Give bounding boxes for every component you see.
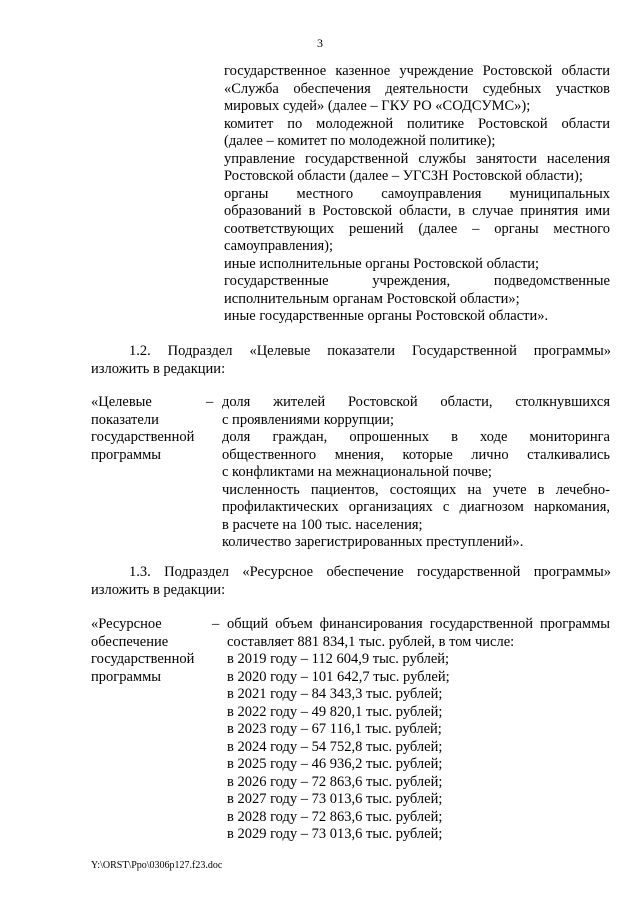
text-line: в 2021 году – 84 343,3 тыс. рублей; (227, 686, 443, 702)
text-line: исполнительным органам Ростовской области»; (224, 290, 520, 307)
text-line: 1.2. Подраздел «Целевые показатели Государственной программы» (129, 343, 611, 359)
resource-provision-content (227, 616, 610, 844)
responsible-bodies-list (224, 63, 610, 326)
text-line: изложить в редакции: (91, 581, 226, 598)
target-indicators-content (222, 394, 610, 552)
text-line: общий объем финансирования государственной программы (227, 616, 610, 632)
section-1-3-paragraph (91, 564, 611, 599)
text-line: в расчете на 100 тыс. населения; (222, 516, 423, 533)
text-line: в 2026 году – 72 863,6 тыс. рублей; (227, 773, 443, 790)
text-line: иные исполнительные органы Ростовской области; (224, 255, 540, 272)
label-line: «Ресурсное (91, 616, 162, 632)
text-line: численность пациентов, состоящих на учете в лечебно- (222, 481, 610, 498)
label-line: программы (91, 446, 161, 463)
text-line: государственное казенное учреждение Ростовской области (224, 63, 610, 79)
label-line: «Целевые (91, 394, 152, 410)
text-line: в 2019 году – 112 604,9 тыс. рублей; (227, 651, 450, 667)
text-line: в 2022 году – 49 820,1 тыс. рублей; (227, 703, 443, 720)
text-line: количество зарегистрированных преступлений». (222, 534, 524, 550)
text-line: государственные учреждения, подведомственные (224, 273, 610, 289)
text-line: соответствующих решений (далее – органы местного (224, 220, 610, 237)
text-line: «Служба обеспечения деятельности судебных участков (224, 80, 610, 97)
text-line: в 2027 году – 73 013,6 тыс. рублей; (227, 791, 443, 807)
file-path-footer: Y:\ORST\Ppo\0306p127.f23.doc (91, 860, 223, 871)
text-line: в 2025 году – 46 936,2 тыс. рублей; (227, 756, 443, 772)
label-line: обеспечение (91, 633, 169, 650)
text-line: в 2023 году – 67 116,1 тыс. рублей; (227, 721, 442, 737)
text-line: изложить в редакции: (91, 360, 226, 377)
target-indicators-dash: – (206, 394, 214, 410)
page-number: 3 (317, 36, 323, 50)
text-line: с конфликтами на межнациональной почве; (222, 464, 492, 480)
text-line: составляет 881 834,1 тыс. рублей, в том числе: (227, 633, 515, 650)
resource-provision-dash: – (212, 616, 220, 632)
text-line: профилактических организациях с диагнозом наркомания, (222, 499, 610, 515)
text-line: мировых судей» (далее – ГКУ РО «СОДСУМС»); (224, 98, 531, 114)
label-line: государственной (91, 651, 195, 667)
text-line: Ростовской области (далее – УГСЗН Ростовской области); (224, 168, 583, 184)
text-line: в 2024 году – 54 752,8 тыс. рублей; (227, 738, 443, 755)
text-line: в 2029 году – 73 013,6 тыс. рублей; (227, 826, 443, 842)
text-line: в 2020 году – 101 642,7 тыс. рублей; (227, 668, 450, 685)
target-indicators-label (91, 394, 211, 464)
text-line: иные государственные органы Ростовской области». (224, 308, 549, 324)
text-line: доля граждан, опрошенных в ходе мониторинга (222, 429, 610, 445)
text-line: самоуправления); (224, 238, 333, 254)
text-line: в 2028 году – 72 863,6 тыс. рублей; (227, 808, 443, 825)
text-line: (далее – комитет по молодежной политике); (224, 133, 496, 149)
text-line: комитет по молодежной политике Ростовской области (224, 115, 610, 132)
label-line: государственной (91, 429, 195, 445)
label-line: показатели (91, 411, 159, 428)
section-1-2-paragraph (91, 343, 611, 378)
label-line: программы (91, 668, 161, 685)
text-line: органы местного самоуправления муниципальных (224, 185, 610, 202)
text-line: образований в Ростовской области, в случае принятия ими (224, 203, 610, 219)
text-line: доля жителей Ростовской области, столкнувшихся (222, 394, 610, 410)
resource-provision-label (91, 616, 221, 686)
text-line: 1.3. Подраздел «Ресурсное обеспечение государственной программы» (129, 564, 611, 580)
text-line: с проявлениями коррупции; (222, 411, 394, 428)
text-line: управление государственной службы занятости населения (224, 150, 610, 167)
text-line: общественного мнения, которые лично сталкивались (222, 446, 610, 463)
